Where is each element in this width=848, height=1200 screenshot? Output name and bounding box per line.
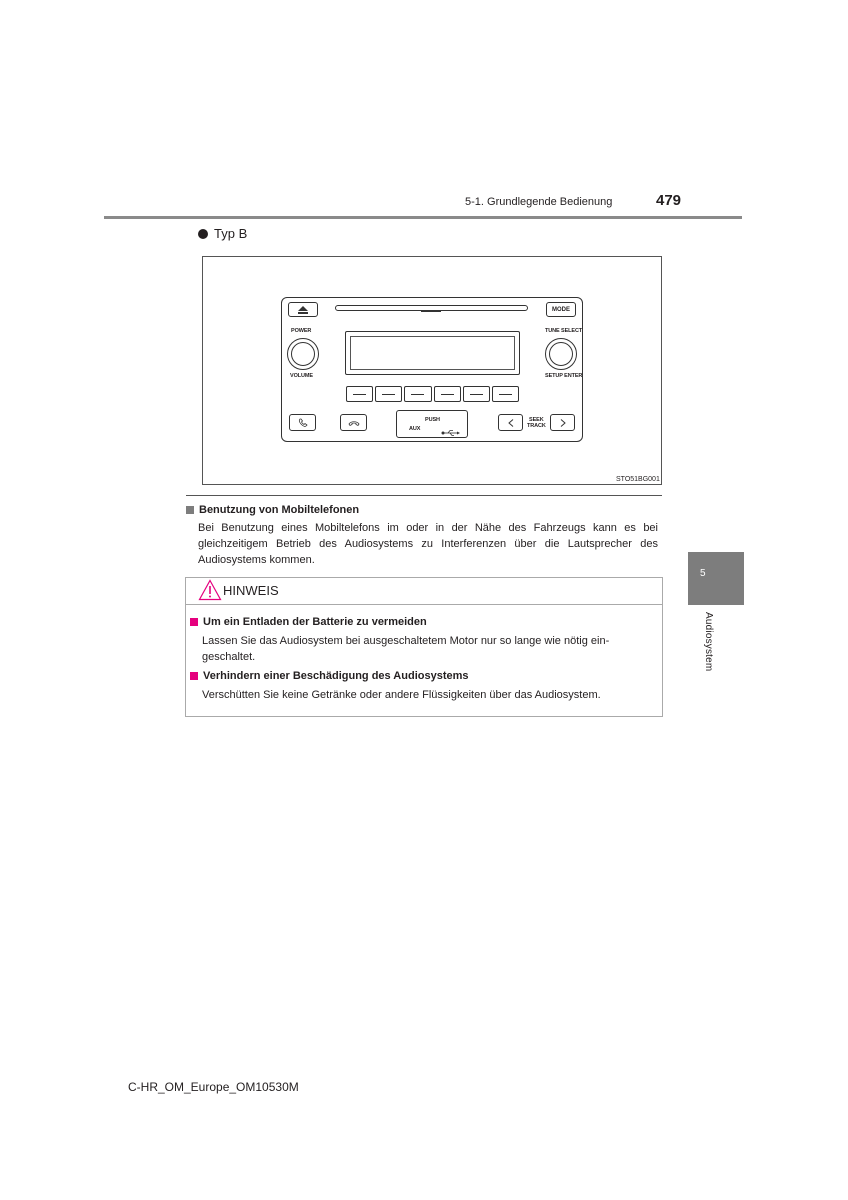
section-heading-text: Benutzung von Mobiltelefonen (199, 504, 360, 516)
mode-button: MODE (546, 302, 576, 317)
figure-code: STO51BG001 (616, 476, 660, 483)
power-label: POWER (291, 328, 312, 334)
eject-icon (298, 306, 308, 314)
cd-slot-notch (421, 311, 441, 312)
section-body: Bei Benutzung eines Mobiltelefons im oder in der Nähe des Fahrzeugs kann es bei gleichzeitigem Betrieb des Audiosystems zu Interferenzen über die Lautsprecher des Audiosystems kommen. (198, 522, 658, 566)
power-volume-knob-inner (291, 342, 315, 366)
notice-square-icon (190, 618, 198, 626)
eject-button (288, 302, 318, 317)
section-rule (186, 495, 662, 496)
preset-button-5 (463, 386, 490, 402)
chevron-left-icon (508, 419, 514, 427)
notice-title: HINWEIS (223, 583, 279, 598)
section-square-icon (186, 506, 194, 514)
notice-item-heading (190, 616, 427, 628)
display-screen-inner (350, 336, 515, 370)
preset-button-6 (492, 386, 519, 402)
notice-item-heading-text: Um ein Entladen der Batterie zu vermeiden (203, 616, 427, 628)
preset-button-3 (404, 386, 431, 402)
notice-separator (185, 604, 663, 605)
chapter-tab-number: 5 (700, 568, 706, 579)
phone-pickup-button (289, 414, 316, 431)
phone-pickup-icon (298, 418, 308, 428)
variant-label: Typ B (214, 226, 248, 241)
page-number: 479 (656, 192, 682, 209)
volume-label: VOLUME (290, 373, 313, 379)
seek-label: SEEK (529, 417, 544, 423)
aux-label: AUX (409, 426, 421, 432)
phone-hangup-icon (348, 419, 360, 427)
preset-buttons (346, 386, 519, 402)
chapter-tab (688, 552, 744, 605)
notice-item-heading (190, 670, 469, 682)
tune-select-knob-inner (549, 342, 573, 366)
setup-enter-label: SETUP ENTER (545, 373, 583, 379)
preset-button-1 (346, 386, 373, 402)
track-label: TRACK (527, 423, 546, 429)
tune-select-label: TUNE SELECT (545, 328, 583, 334)
warning-triangle-icon (198, 579, 222, 606)
notice-item-heading-text: Verhindern einer Beschädigung des Audiosystems (203, 670, 469, 682)
header-rule (104, 216, 742, 219)
usb-icon (441, 424, 461, 442)
preset-button-2 (375, 386, 402, 402)
preset-button-4 (434, 386, 461, 402)
footer-doc-code: C-HR_OM_Europe_OM10530M (128, 1080, 299, 1094)
variant-heading (198, 226, 247, 241)
section-heading (186, 504, 359, 516)
running-header-section: 5-1. Grundlegende Bedienung (465, 196, 613, 208)
notice-item-body: geschaltet. (202, 651, 256, 663)
notice-item-body: Verschütten Sie keine Getränke oder andere Flüssigkeiten über das Audiosystem. (202, 689, 601, 701)
chapter-tab-label: Audiosystem (703, 612, 714, 672)
notice-item-body: Lassen Sie das Audiosystem bei ausgeschaltetem Motor nur so lange wie nötig ein- (202, 635, 610, 647)
phone-hangup-button (340, 414, 367, 431)
seek-forward-button (550, 414, 575, 431)
bullet-icon (198, 229, 208, 239)
chevron-right-icon (560, 419, 566, 427)
notice-square-icon (190, 672, 198, 680)
push-label: PUSH (425, 417, 440, 423)
seek-back-button (498, 414, 523, 431)
